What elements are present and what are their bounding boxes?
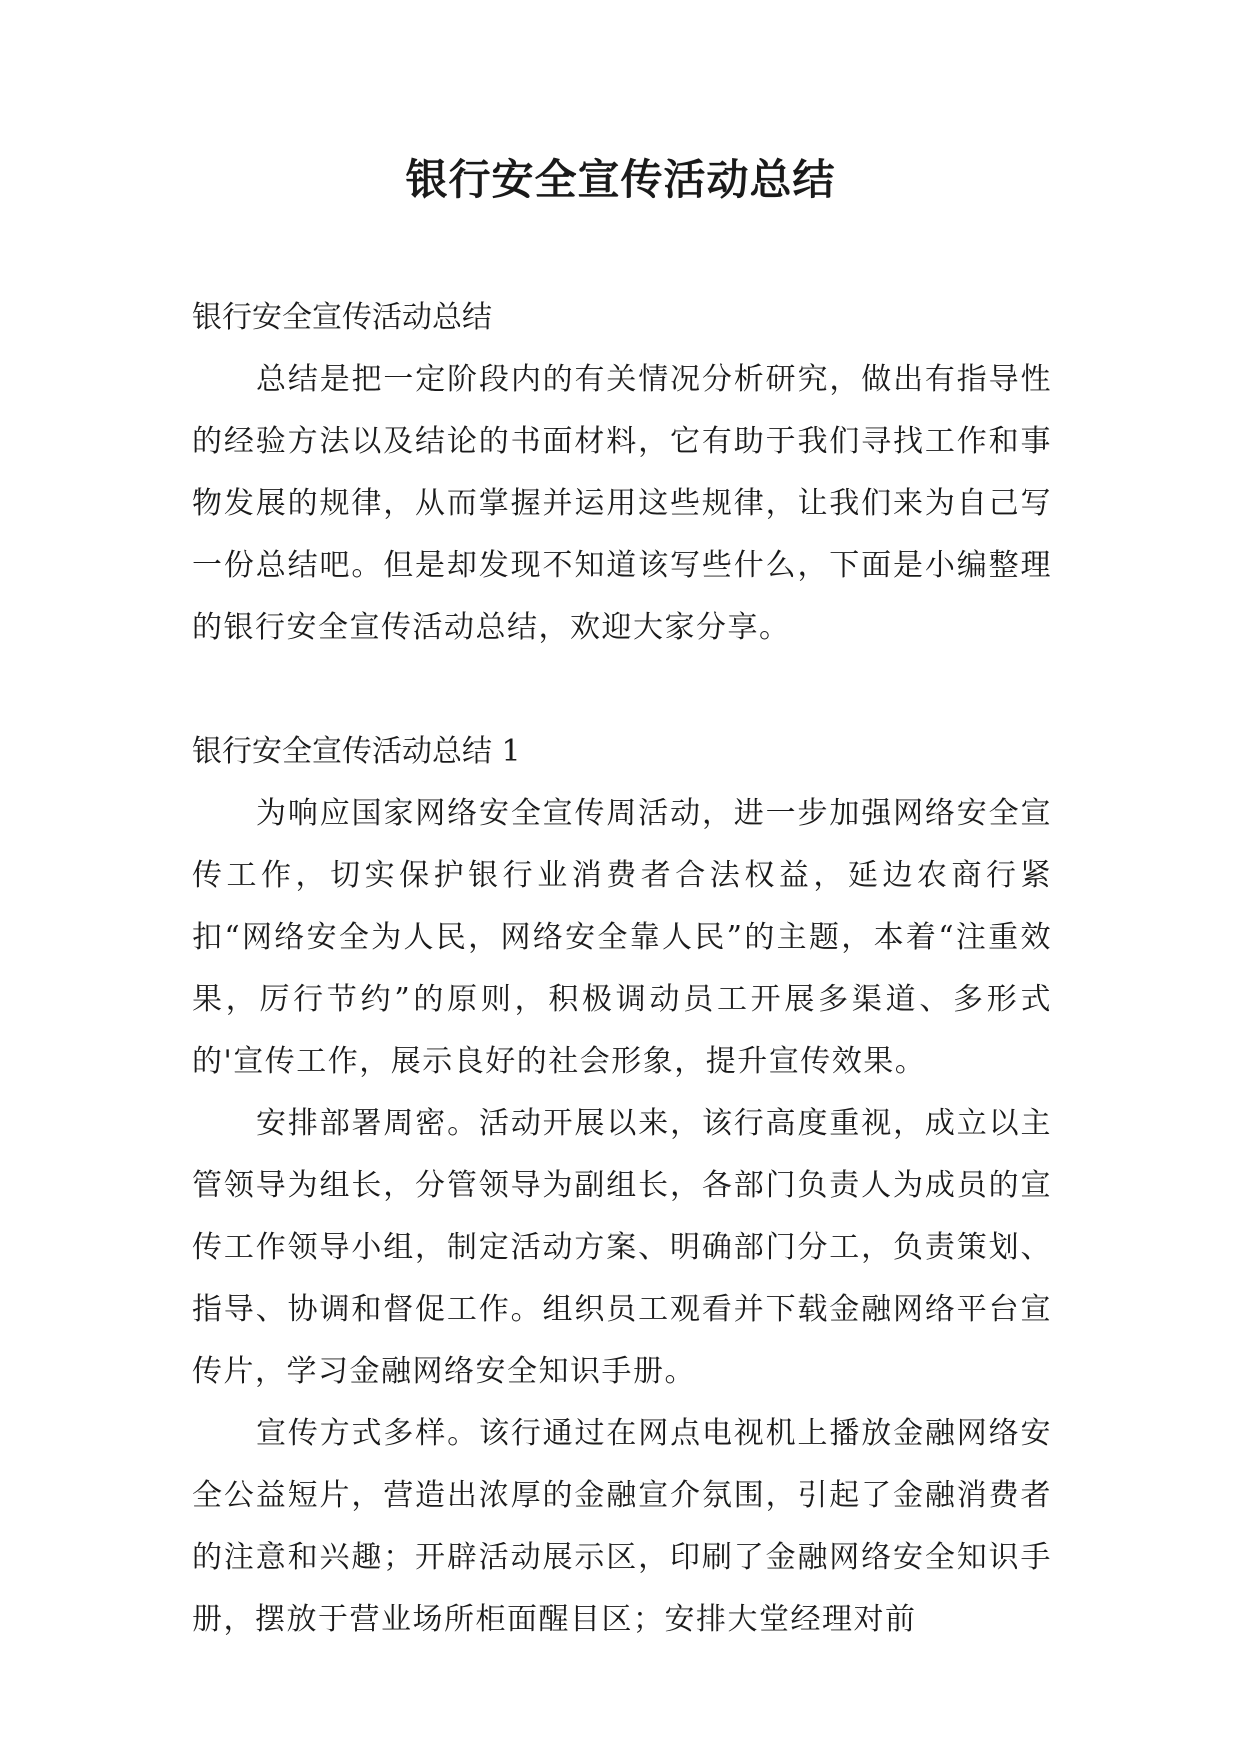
- section1-heading: 银行安全宣传活动总结 1: [192, 734, 521, 769]
- section-spacer: [192, 659, 1052, 721]
- intro-paragraph: 总结是把一定阶段内的有关情况分析研究，做出有指导性的经验方法以及结论的书面材料，它有助于我们寻找工作和事物发展的规律，从而掌握并运用这些规律，让我们来为自己写一份总结吧。但是却发现不知道该写些什么，下面是小编整理的银行安全宣传活动总结，欢迎大家分享。: [192, 362, 1052, 645]
- intro-heading: 银行安全宣传活动总结: [192, 300, 492, 335]
- section1-paragraph: 安排部署周密。活动开展以来，该行高度重视，成立以主管领导为组长，分管领导为副组长，各部门负责人为成员的宣传工作领导小组，制定活动方案、明确部门分工，负责策划、指导、协调和督促工作。组织员工观看并下载金融网络平台宣传片，学习金融网络安全知识手册。: [192, 1106, 1052, 1389]
- document-title: 银行安全宣传活动总结: [405, 155, 836, 204]
- document-body: [192, 287, 1052, 1651]
- section1-paragraph: 宣传方式多样。该行通过在网点电视机上播放金融网络安全公益短片，营造出浓厚的金融宣介氛围，引起了金融消费者的注意和兴趣；开辟活动展示区，印刷了金融网络安全知识手册，摆放于营业场所柜面醒目区；安排大堂经理对前: [192, 1416, 1052, 1637]
- section1-paragraph: 为响应国家网络安全宣传周活动，进一步加强网络安全宣传工作，切实保护银行业消费者合法权益，延边农商行紧扣“网络安全为人民，网络安全靠人民”的主题，本着“注重效果，厉行节约”的原则，积极调动员工开展多渠道、多形式的'宣传工作，展示良好的社会形象，提升宣传效果。: [192, 796, 1052, 1079]
